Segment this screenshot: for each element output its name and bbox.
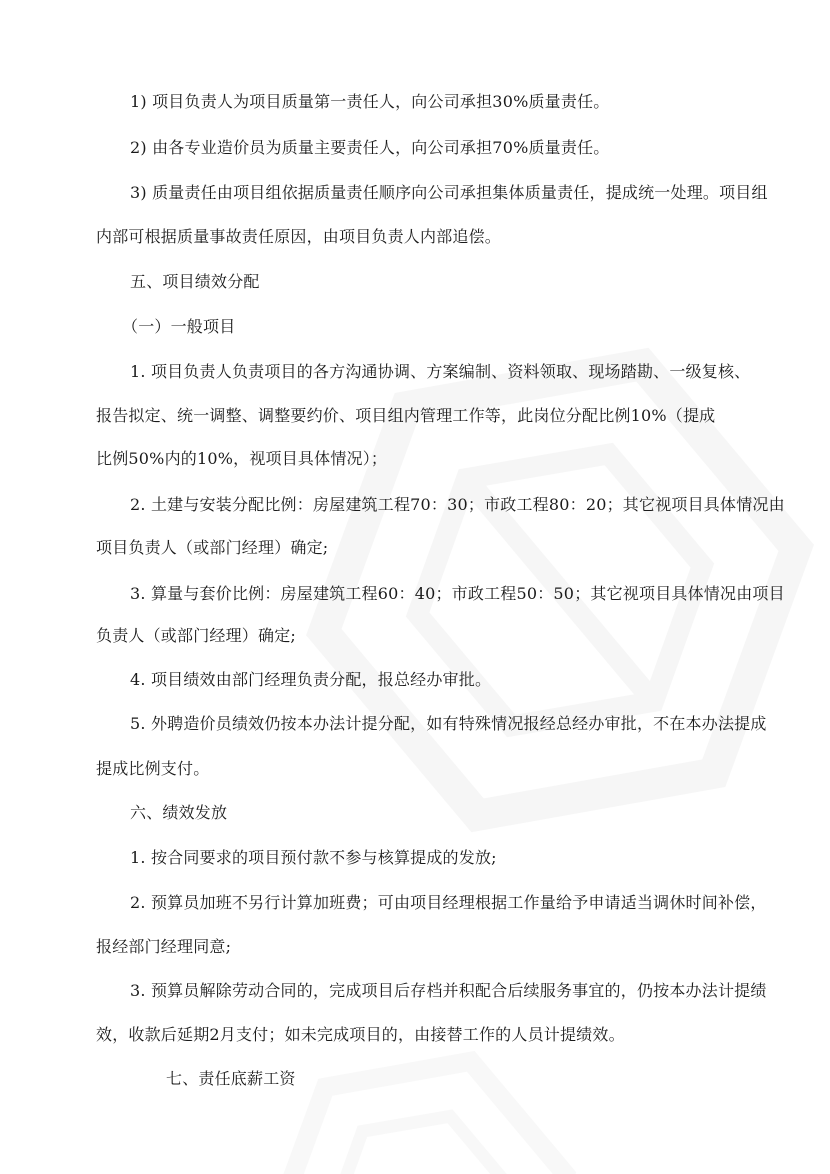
clause-line-allocation-2-cont: 项目负责人（或部门经理）确定; bbox=[96, 538, 329, 557]
clause-line-allocation-1-cont2: 比例50%内的10%，视项目具体情况）； bbox=[96, 449, 388, 468]
clause-line-allocation-1: 1. 项目负责人负责项目的各方沟通协调、方案编制、资料领取、现场踏勘、一级复核、 bbox=[130, 362, 751, 381]
section-heading-7: 七、责任底薪工资 bbox=[166, 1069, 296, 1088]
clause-line-payout-2: 2. 预算员加班不另行计算加班费；可由项目经理根据工作量给予申请适当调休时间补偿， bbox=[130, 893, 767, 912]
clause-line-payout-1: 1. 按合同要求的项目预付款不参与核算提成的发放; bbox=[130, 848, 497, 867]
subsection-heading-general: （一）一般项目 bbox=[122, 317, 236, 336]
clause-line-quality-3-cont: 内部可根据质量事故责任原因，由项目负责人内部追偿。 bbox=[96, 227, 502, 246]
clause-line-allocation-5-cont: 提成比例支付。 bbox=[96, 759, 210, 778]
clause-line-allocation-3-cont: 负责人（或部门经理）确定; bbox=[96, 626, 296, 645]
clause-line-quality-2: 2) 由各专业造价员为质量主要责任人，向公司承担70%质量责任。 bbox=[130, 138, 610, 157]
clause-line-payout-3: 3. 预算员解除劳动合同的，完成项目后存档并积配合后续服务事宜的，仍按本办法计提绩 bbox=[130, 981, 767, 1000]
clause-line-allocation-3: 3. 算量与套价比例：房屋建筑工程60：40；市政工程50：50；其它视项目具体情况由项目 bbox=[130, 584, 785, 603]
clause-line-allocation-1-cont: 报告拟定、统一调整、调整要约价、项目组内管理工作等，此岗位分配比例10%（提成 bbox=[96, 406, 716, 425]
clause-line-payout-2-cont: 报经部门经理同意; bbox=[96, 937, 232, 956]
clause-line-quality-3: 3) 质量责任由项目组依据质量责任顺序向公司承担集体质量责任，提成统一处理。项目组 bbox=[130, 183, 768, 202]
section-heading-5: 五、项目绩效分配 bbox=[130, 272, 260, 291]
clause-line-allocation-2: 2. 土建与安装分配比例：房屋建筑工程70：30；市政工程80：20；其它视项目具体情况由 bbox=[130, 495, 785, 514]
clause-line-allocation-5: 5. 外聘造价员绩效仍按本办法计提分配，如有特殊情况报经总经办审批，不在本办法提成 bbox=[130, 714, 767, 733]
clause-line-payout-3-cont: 效，收款后延期2月支付；如未完成项目的，由接替工作的人员计提绩效。 bbox=[96, 1025, 625, 1044]
section-heading-6: 六、绩效发放 bbox=[130, 803, 228, 822]
clause-line-quality-1: 1) 项目负责人为项目质量第一责任人，向公司承担30%质量责任。 bbox=[130, 92, 610, 111]
clause-line-allocation-4: 4. 项目绩效由部门经理负责分配，报总经办审批。 bbox=[130, 670, 492, 689]
